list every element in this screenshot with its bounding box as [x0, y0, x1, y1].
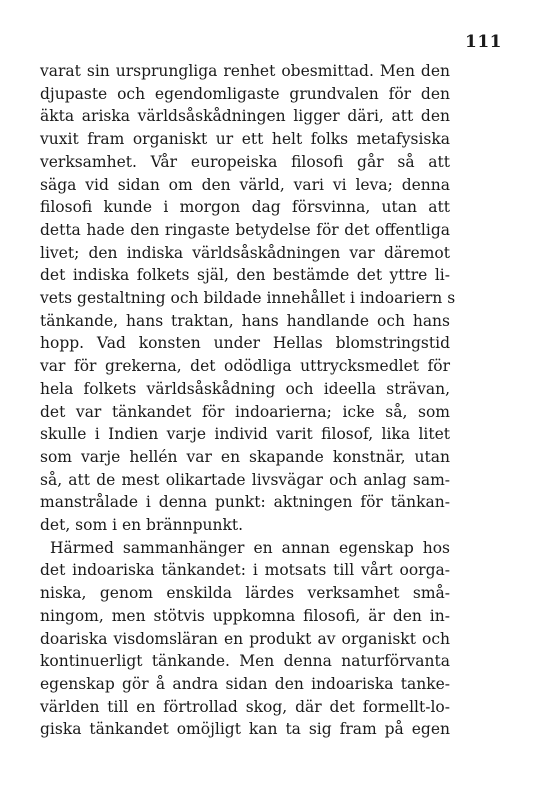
- text-line: tänkande, hans traktan, hans handlande och hans: [40, 311, 450, 330]
- text-line: vets gestaltning och bildade innehållet i indoariern s: [40, 289, 456, 308]
- text-line: djupaste och egendomligaste grundvalen för den: [40, 84, 450, 103]
- text-line: skulle i Indien varje individ varit filosof, lika litet: [40, 425, 450, 444]
- paragraph-1: [40, 60, 456, 537]
- text-line: niska, genom enskilda lärdes verksamhet små-: [40, 584, 450, 603]
- text-line: hopp. Vad konsten under Hellas blomstringstid: [40, 334, 450, 353]
- text-line: detta hade den ringaste betydelse för det offentliga: [40, 220, 450, 239]
- text-line: Härmed sammanhänger en annan egenskap hos: [50, 538, 450, 557]
- text-line: kontinuerligt tänkande. Men denna naturförvanta: [40, 652, 450, 671]
- text-line: vuxit fram organiskt ur ett helt folks metafysiska: [40, 130, 450, 149]
- text-line: verksamhet. Vår europeiska filosofi går så att: [40, 152, 450, 171]
- paragraph-2: [40, 537, 450, 741]
- text-line: hela folkets världsåskådning och ideella strävan,: [40, 379, 450, 398]
- text-line: varat sin ursprungliga renhet obesmittad. Men den: [40, 62, 450, 80]
- text-line: äkta ariska världsåskådningen ligger däri, att den: [40, 107, 450, 126]
- text-line: det, som i en brännpunkt.: [40, 516, 244, 535]
- text-line: som varje hellén var en skapande konstnär, utan: [40, 447, 450, 466]
- text-line: världen till en förtrollad skog, där det formellt-lo-: [40, 697, 450, 716]
- text-line: doariska visdomsläran en produkt av organiskt och: [40, 629, 450, 648]
- page-number: 111: [465, 32, 502, 52]
- text-line: manstrålade i denna punkt: aktningen för tänkan-: [40, 493, 450, 512]
- text-line: det var tänkandet för indoarierna; icke så, som: [40, 402, 450, 421]
- text-line: livet; den indiska världsåskådningen var däremot: [40, 243, 450, 262]
- text-line: egenskap gör å andra sidan den indoariska tanke-: [40, 674, 450, 693]
- text-line: säga vid sidan om den värld, vari vi leva; denna: [40, 175, 450, 194]
- text-line: det indoariska tänkandet: i motsats till vårt oorga-: [40, 561, 450, 580]
- text-line: var för grekerna, det odödliga uttrycksmedlet för: [40, 357, 450, 376]
- text-line: det indiska folkets själ, den bestämde det yttre li-: [40, 266, 450, 285]
- text-line: ningom, men stötvis uppkomna filosofi, är den in-: [40, 606, 450, 625]
- text-line: filosofi kunde i morgon dag försvinna, utan att: [40, 198, 450, 217]
- text-line: så, att de mest olikartade livsvägar och anlag sam-: [40, 470, 450, 489]
- text-line: giska tänkandet omöjligt kan ta sig fram på egen: [40, 720, 450, 739]
- body-text: [40, 60, 456, 741]
